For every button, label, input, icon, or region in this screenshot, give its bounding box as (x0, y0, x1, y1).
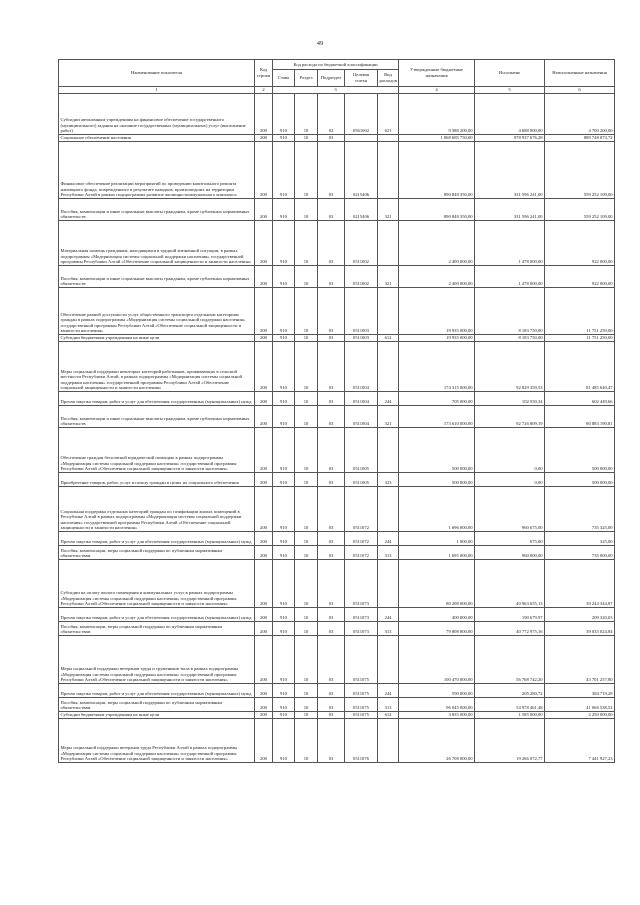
header-executed: Исполнено (475, 60, 545, 87)
row-subsection: 03 (318, 684, 345, 698)
row-subsection: 03 (318, 532, 345, 546)
row-expense-type: 313 (378, 698, 399, 712)
row-expense-type: 244 (378, 608, 399, 622)
table-row (59, 636, 615, 684)
header-name: Наименование показателя (59, 60, 255, 87)
row-line-code: 200 (255, 698, 273, 712)
row-line-code: 200 (255, 199, 273, 221)
row-approved: 705 000,00 (399, 392, 475, 406)
column-number: 5 (475, 87, 545, 94)
row-subsection: 03 (318, 392, 345, 406)
column-number: 2 (255, 87, 273, 94)
table-row (59, 288, 615, 335)
row-approved: 590 000,00 (399, 684, 475, 698)
row-expense-type: 321 (378, 266, 399, 288)
row-section: 10 (295, 199, 318, 221)
header-subsection: Подраздел (318, 70, 345, 87)
row-line-code: 200 (255, 342, 273, 392)
row-target-item: 0511073 (345, 608, 378, 622)
row-approved: 1 696 000,00 (399, 487, 475, 532)
header-chapter: Глава (273, 70, 295, 87)
row-expense-type: 621 (378, 94, 399, 135)
row-line-code: 200 (255, 622, 273, 636)
table-row (59, 546, 615, 560)
row-chapter: 910 (273, 221, 295, 266)
row-expense-type (378, 487, 399, 532)
row-expense-type (378, 142, 399, 199)
row-executed: 4 688 000,00 (475, 94, 545, 135)
row-section: 10 (295, 636, 318, 684)
row-executed: 102 550,34 (475, 392, 545, 406)
row-executed: 40 772 975,16 (475, 622, 545, 636)
row-section: 10 (295, 406, 318, 428)
row-unexecuted: 41 066 538,52 (545, 698, 615, 712)
header-unexecuted: Неисполненные назначения (545, 60, 615, 87)
row-approved: 890 848 350,00 (399, 142, 475, 199)
row-executed: 1 478 000,00 (475, 266, 545, 288)
row-line-code: 200 (255, 560, 273, 608)
row-chapter: 910 (273, 135, 295, 142)
row-unexecuted: 11 751 250,00 (545, 335, 615, 342)
row-target-item: 0215406 (345, 142, 378, 199)
row-chapter: 910 (273, 560, 295, 608)
row-executed: 0,00 (475, 473, 545, 487)
row-unexecuted: 209 320,03 (545, 608, 615, 622)
row-target-item: 0511004 (345, 342, 378, 392)
row-name: Меры социальной поддержки ветеранов труда и тружеников тыла в рамках подпрограммы «Модернизация системы социальной поддержки населения» государственной программы Республики Алтай «Обеспечение социальной защищенности и занятости населения» (59, 636, 255, 684)
row-approved: 400 000,00 (399, 608, 475, 622)
row-chapter: 910 (273, 199, 295, 221)
row-section: 10 (295, 221, 318, 266)
row-section: 10 (295, 622, 318, 636)
table-row (59, 335, 615, 342)
header-expense-type: Вид расходов (378, 70, 399, 87)
row-chapter: 910 (273, 142, 295, 199)
row-approved: 26 708 000,00 (399, 719, 475, 763)
row-subsection: 03 (318, 266, 345, 288)
row-subsection: 03 (318, 135, 345, 142)
row-section: 10 (295, 288, 318, 335)
row-name: Прочая закупка товаров, работ и услуг для обеспечения государственных (муниципальных) нужд (59, 392, 255, 406)
row-section: 10 (295, 428, 318, 473)
row-name: Пособия, компенсации, меры социальной поддержки по публичным нормативным обязательствам (59, 546, 255, 560)
row-chapter: 910 (273, 622, 295, 636)
row-target-item: 0511005 (345, 428, 378, 473)
row-name: Обеспечение равной доступности услуг общественного транспорта отдельным категориям граждан в рамках подпрограммы «Модернизация системы социальной поддержки населения» государственной программы Республики Алтай «Обеспечение социальной защищенности и занятости населения» (59, 288, 255, 335)
table-row (59, 392, 615, 406)
table-row (59, 560, 615, 608)
row-unexecuted: 500 000,00 (545, 473, 615, 487)
row-name: Приобретение товаров, работ, услуг в пользу граждан в целях их социального обеспечения (59, 473, 255, 487)
row-target-item: 0511004 (345, 392, 378, 406)
row-unexecuted: 922 000,00 (545, 221, 615, 266)
row-chapter: 910 (273, 636, 295, 684)
row-unexecuted: 325,00 (545, 532, 615, 546)
table-row (59, 719, 615, 763)
row-unexecuted: 559 252 109,00 (545, 142, 615, 199)
row-section: 10 (295, 719, 318, 763)
row-name: Пособия, компенсации и иные социальные выплаты гражданам, кроме публичных нормативных обязательств (59, 199, 255, 221)
row-name: Пособия, компенсации и иные социальные выплаты гражданам, кроме публичных нормативных обязательств (59, 266, 255, 288)
row-expense-type: 321 (378, 199, 399, 221)
row-line-code: 200 (255, 335, 273, 342)
row-chapter: 910 (273, 487, 295, 532)
row-name: Субсидии бюджетным учреждениям на иные цели (59, 335, 255, 342)
row-expense-type (378, 135, 399, 142)
table-row (59, 473, 615, 487)
column-number: 4 (399, 87, 475, 94)
row-executed: 960 675,00 (475, 487, 545, 532)
row-subsection: 03 (318, 698, 345, 712)
row-name: Прочая закупка товаров, работ и услуг для обеспечения государственных (муниципальных) нужд (59, 532, 255, 546)
row-section: 10 (295, 94, 318, 135)
row-name: Пособия, компенсации и иные социальные выплаты гражданам, кроме публичных нормативных обязательств (59, 406, 255, 428)
row-line-code: 200 (255, 135, 273, 142)
row-name: Социальная поддержка отдельных категорий граждан по газификации жилых помещений в Республике Алтай в рамках подпрограммы «Модернизация системы социальной поддержки населения» государственной программы Республики Алтай «Обеспечение социальной защищенности и занятости населения» (59, 487, 255, 532)
row-approved: 173 610 000,00 (399, 406, 475, 428)
row-subsection: 03 (318, 288, 345, 335)
row-section: 10 (295, 560, 318, 608)
row-approved: 19 935 000,00 (399, 335, 475, 342)
table-row (59, 199, 615, 221)
table-row (59, 135, 615, 142)
row-executed: 675,00 (475, 532, 545, 546)
row-approved: 174 315 000,00 (399, 342, 475, 392)
row-executed: 8 183 750,00 (475, 335, 545, 342)
row-subsection: 03 (318, 712, 345, 719)
row-line-code: 200 (255, 719, 273, 763)
row-approved: 79 808 000,00 (399, 622, 475, 636)
row-target-item: 0511003 (345, 288, 378, 335)
row-approved: 3 835 000,00 (399, 712, 475, 719)
row-line-code: 200 (255, 288, 273, 335)
row-name: Прочая закупка товаров, работ и услуг для обеспечения государственных (муниципальных) нужд (59, 608, 255, 622)
row-subsection: 02 (318, 94, 345, 135)
row-executed: 960 000,00 (475, 546, 545, 560)
column-number: 1 (59, 87, 255, 94)
row-unexecuted: 81 485 640,47 (545, 342, 615, 392)
row-unexecuted: 80 883 190,81 (545, 406, 615, 428)
row-section: 10 (295, 335, 318, 342)
table-row (59, 608, 615, 622)
row-line-code: 200 (255, 428, 273, 473)
row-line-code: 200 (255, 636, 273, 684)
row-target-item: 0511072 (345, 532, 378, 546)
row-chapter: 910 (273, 266, 295, 288)
row-name: Меры социальной поддержки ветеранов труда Республики Алтай в рамках подпрограммы «Модернизация системы социальной поддержки населения» государственной программы Республики Алтай «Обеспечение социальной защищенности и занятости населения» (59, 719, 255, 763)
row-expense-type: 612 (378, 712, 399, 719)
row-approved: 1 868 685 750,00 (399, 135, 475, 142)
row-unexecuted: 7 441 927,23 (545, 719, 615, 763)
row-subsection: 03 (318, 560, 345, 608)
row-target-item: 0511075 (345, 684, 378, 698)
row-chapter: 910 (273, 698, 295, 712)
row-approved: 100 470 000,00 (399, 636, 475, 684)
table-body (59, 94, 615, 763)
row-approved: 1 695 000,00 (399, 546, 475, 560)
row-target-item (345, 135, 378, 142)
table-row (59, 406, 615, 428)
row-expense-type: 323 (378, 473, 399, 487)
row-executed: 56 768 742,20 (475, 636, 545, 684)
row-target-item: 0511075 (345, 698, 378, 712)
row-target-item: 0215406 (345, 199, 378, 221)
row-approved: 890 848 350,00 (399, 199, 475, 221)
row-executed: 978 937 676,28 (475, 135, 545, 142)
row-section: 10 (295, 532, 318, 546)
row-approved: 2 400 000,00 (399, 266, 475, 288)
row-line-code: 200 (255, 94, 273, 135)
row-executed: 1 478 000,00 (475, 221, 545, 266)
row-unexecuted: 735 000,00 (545, 546, 615, 560)
row-expense-type (378, 719, 399, 763)
row-section: 10 (295, 546, 318, 560)
row-name: Финансовое обеспечение реализации мероприятий по проведению капитального ремонта жилищного фонда, поврежденного в результате паводков, произошедших на территории Республики Алтай в рамках подпрограммы развитие жилищно-коммунального комплекса (59, 142, 255, 199)
row-line-code: 200 (255, 406, 273, 428)
budget-execution-table (58, 59, 615, 763)
row-expense-type: 313 (378, 546, 399, 560)
table-row (59, 698, 615, 712)
table-row (59, 622, 615, 636)
row-approved: 19 935 000,00 (399, 288, 475, 335)
row-section: 10 (295, 608, 318, 622)
row-name: Субсидии автономным учреждениям на финансовое обеспечение государственного (муниципального) задания на оказание государственных (муниципальных) услуг (выполнение работ) (59, 94, 255, 135)
table-row (59, 428, 615, 473)
row-chapter: 910 (273, 335, 295, 342)
header-section: Раздел (295, 70, 318, 87)
table-row (59, 142, 615, 199)
row-subsection: 03 (318, 428, 345, 473)
row-unexecuted: 889 748 073,72 (545, 135, 615, 142)
table-row (59, 487, 615, 532)
row-name: Обеспечение граждан бесплатной юридической помощью в рамках подпрограммы «Модернизация системы социальной поддержки населения» государственной программы Республики Алтай «Обеспечение социальной защищенности и занятости населения» (59, 428, 255, 473)
row-target-item: 0511002 (345, 266, 378, 288)
row-expense-type (378, 221, 399, 266)
row-name: Материальная помощь гражданам, находящимся в трудной жизненной ситуации, в рамках подпрограммы «Модернизация системы социальной поддержки населения» государственной программы Республики Алтай «Обеспечение социальной защищенности и занятости населения» (59, 221, 255, 266)
row-target-item: 0511076 (345, 719, 378, 763)
row-subsection: 03 (318, 221, 345, 266)
header-target-item: Целевая статья (345, 70, 378, 87)
row-line-code: 200 (255, 684, 273, 698)
row-chapter: 910 (273, 719, 295, 763)
table-row (59, 712, 615, 719)
row-target-item: 0511004 (345, 406, 378, 428)
row-target-item: 0561002 (345, 94, 378, 135)
row-subsection: 03 (318, 199, 345, 221)
row-section: 10 (295, 473, 318, 487)
row-executed: 331 596 241,00 (475, 199, 545, 221)
table-row (59, 266, 615, 288)
row-executed: 331 596 241,00 (475, 142, 545, 199)
row-approved: 2 400 000,00 (399, 221, 475, 266)
row-subsection: 03 (318, 406, 345, 428)
row-approved: 96 045 000,00 (399, 698, 475, 712)
header-line-code: Код строки (255, 60, 273, 87)
row-executed: 1 585 000,00 (475, 712, 545, 719)
row-unexecuted: 39 244 344,87 (545, 560, 615, 608)
row-unexecuted: 39 035 024,84 (545, 622, 615, 636)
column-number: 6 (545, 87, 615, 94)
row-name: Прочая закупка товаров, работ и услуг для обеспечения государственных (муниципальных) нужд (59, 684, 255, 698)
row-executed: 190 679,97 (475, 608, 545, 622)
row-chapter: 910 (273, 392, 295, 406)
row-expense-type: 244 (378, 532, 399, 546)
row-chapter: 910 (273, 712, 295, 719)
row-subsection: 03 (318, 608, 345, 622)
row-unexecuted: 2 250 000,00 (545, 712, 615, 719)
row-chapter: 910 (273, 532, 295, 546)
table-row (59, 94, 615, 135)
row-name: Субсидии на оплату жилого помещения и коммунальных услуг в рамках подпрограммы «Модернизация системы социальной поддержки населения» государственной программы Республики Алтай «Обеспечение социальной защищенности и занятости населения» (59, 560, 255, 608)
row-executed: 54 978 461,48 (475, 698, 545, 712)
row-approved: 1 000,00 (399, 532, 475, 546)
row-executed: 92 726 809,19 (475, 406, 545, 428)
row-chapter: 910 (273, 546, 295, 560)
table-row (59, 684, 615, 698)
row-name: Меры социальной поддержки некоторых категорий работников, проживающих в сельской местности Республики Алтай, в рамках подпрограммы «Модернизация системы социальной поддержки населения» государственной программы Республики Алтай «Обеспечение социальной защищенности и занятости населения» (59, 342, 255, 392)
row-executed: 92 829 359,53 (475, 342, 545, 392)
row-target-item: 0511075 (345, 636, 378, 684)
row-unexecuted: 602 449,66 (545, 392, 615, 406)
row-expense-type (378, 342, 399, 392)
row-section: 10 (295, 392, 318, 406)
header-approved: Утвержденные бюджетные назначения (399, 60, 475, 87)
row-chapter: 910 (273, 406, 295, 428)
row-unexecuted: 384 719,28 (545, 684, 615, 698)
row-subsection: 03 (318, 622, 345, 636)
header-classification: Код расхода по бюджетной классификации (273, 60, 399, 70)
row-approved: 9 388 200,00 (399, 94, 475, 135)
row-approved: 500 000,00 (399, 473, 475, 487)
row-chapter: 910 (273, 684, 295, 698)
row-target-item: 0511072 (345, 487, 378, 532)
row-expense-type (378, 288, 399, 335)
row-line-code: 200 (255, 142, 273, 199)
row-target-item: 0511002 (345, 221, 378, 266)
row-subsection: 03 (318, 487, 345, 532)
row-subsection: 03 (318, 473, 345, 487)
row-chapter: 910 (273, 288, 295, 335)
row-line-code: 200 (255, 712, 273, 719)
row-target-item: 0511073 (345, 622, 378, 636)
table-row (59, 532, 615, 546)
row-subsection: 03 (318, 719, 345, 763)
row-subsection: 03 (318, 142, 345, 199)
row-name: Пособия, компенсации, меры социальной поддержки по публичным нормативным обязательствам (59, 622, 255, 636)
row-expense-type (378, 560, 399, 608)
row-unexecuted: 43 701 257,80 (545, 636, 615, 684)
row-section: 10 (295, 342, 318, 392)
row-expense-type: 321 (378, 406, 399, 428)
row-target-item: 0511072 (345, 546, 378, 560)
row-approved: 500 000,00 (399, 428, 475, 473)
row-line-code: 200 (255, 221, 273, 266)
row-chapter: 910 (273, 608, 295, 622)
row-unexecuted: 11 751 250,00 (545, 288, 615, 335)
row-expense-type: 313 (378, 622, 399, 636)
row-name: Субсидии бюджетным учреждениям на иные цели (59, 712, 255, 719)
row-unexecuted: 559 252 109,00 (545, 199, 615, 221)
row-section: 10 (295, 266, 318, 288)
table-row (59, 221, 615, 266)
row-chapter: 910 (273, 342, 295, 392)
row-section: 10 (295, 135, 318, 142)
row-line-code: 200 (255, 266, 273, 288)
row-approved: 80 208 000,00 (399, 560, 475, 608)
row-target-item: 0511003 (345, 335, 378, 342)
column-number: 3 (273, 87, 399, 94)
row-name: Социальное обеспечение населения (59, 135, 255, 142)
row-chapter: 910 (273, 94, 295, 135)
table-row (59, 342, 615, 392)
row-subsection: 03 (318, 342, 345, 392)
row-executed: 205 280,72 (475, 684, 545, 698)
row-target-item: 0511073 (345, 560, 378, 608)
row-section: 10 (295, 487, 318, 532)
row-expense-type: 244 (378, 392, 399, 406)
row-line-code: 200 (255, 473, 273, 487)
row-section: 10 (295, 712, 318, 719)
row-subsection: 03 (318, 546, 345, 560)
row-line-code: 200 (255, 608, 273, 622)
page-number: 49 (316, 40, 324, 47)
row-name: Пособия, компенсации, меры социальной поддержки по публичным нормативным обязательствам (59, 698, 255, 712)
row-chapter: 910 (273, 473, 295, 487)
row-chapter: 910 (273, 428, 295, 473)
row-expense-type: 612 (378, 335, 399, 342)
row-line-code: 200 (255, 532, 273, 546)
row-expense-type (378, 428, 399, 473)
row-unexecuted: 4 700 200,00 (545, 94, 615, 135)
row-unexecuted: 922 000,00 (545, 266, 615, 288)
row-section: 10 (295, 698, 318, 712)
row-expense-type (378, 636, 399, 684)
row-executed: 0,00 (475, 428, 545, 473)
row-executed: 40 963 655,13 (475, 560, 545, 608)
row-subsection: 03 (318, 636, 345, 684)
row-line-code: 200 (255, 487, 273, 532)
row-subsection: 03 (318, 335, 345, 342)
row-line-code: 200 (255, 546, 273, 560)
row-executed: 19 266 072,77 (475, 719, 545, 763)
row-unexecuted: 500 000,00 (545, 428, 615, 473)
row-line-code: 200 (255, 392, 273, 406)
row-expense-type: 244 (378, 684, 399, 698)
row-unexecuted: 735 325,00 (545, 487, 615, 532)
row-section: 10 (295, 142, 318, 199)
row-target-item: 0511005 (345, 473, 378, 487)
row-executed: 8 183 750,00 (475, 288, 545, 335)
row-section: 10 (295, 684, 318, 698)
row-target-item: 0511075 (345, 712, 378, 719)
